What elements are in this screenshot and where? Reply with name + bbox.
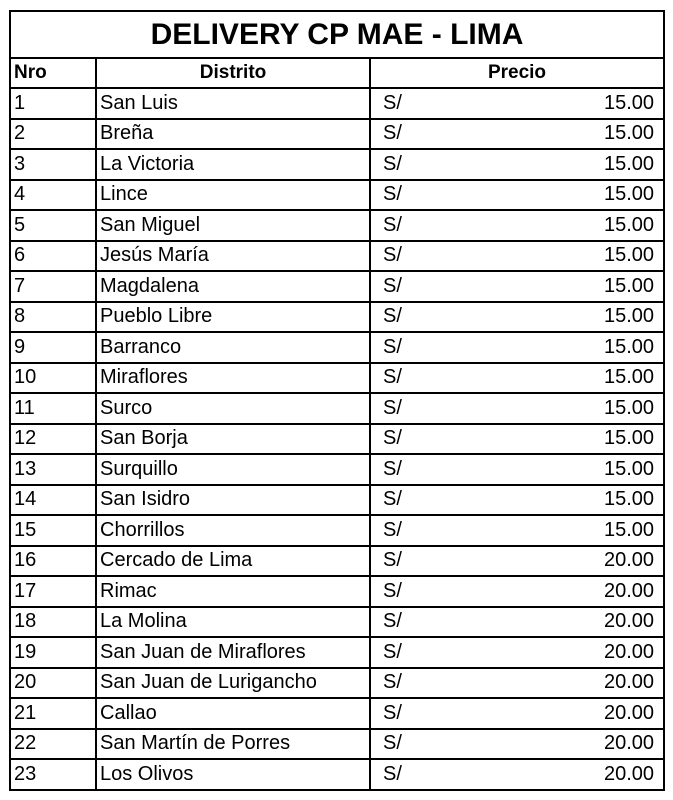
delivery-price-sheet: [9, 10, 665, 791]
currency-symbol: S/: [383, 122, 402, 145]
currency-symbol: S/: [383, 152, 402, 175]
currency-symbol: S/: [383, 579, 402, 602]
price-amount: 20.00: [603, 732, 655, 755]
table-row: [10, 271, 664, 302]
price-amount: 15.00: [603, 396, 655, 419]
row-number: 2: [10, 119, 96, 150]
currency-symbol: S/: [383, 457, 402, 480]
table-row: [10, 454, 664, 485]
currency-symbol: S/: [383, 610, 402, 633]
table-row: [10, 302, 664, 333]
price-cell: [370, 576, 664, 607]
district-name: La Victoria: [96, 149, 370, 180]
price-cell: [370, 180, 664, 211]
price-amount: 20.00: [603, 549, 655, 572]
table-row: [10, 576, 664, 607]
price-amount: 15.00: [603, 427, 655, 450]
currency-symbol: S/: [383, 183, 402, 206]
currency-symbol: S/: [383, 701, 402, 724]
currency-symbol: S/: [383, 518, 402, 541]
row-number: 8: [10, 302, 96, 333]
district-name: San Juan de Miraflores: [96, 637, 370, 668]
district-name: Callao: [96, 698, 370, 729]
header-distrito: Distrito: [96, 58, 370, 88]
currency-symbol: S/: [383, 91, 402, 114]
price-amount: 15.00: [603, 366, 655, 389]
price-amount: 15.00: [603, 183, 655, 206]
price-amount: 20.00: [603, 762, 655, 785]
table-row: [10, 149, 664, 180]
header-nro: Nro: [10, 58, 96, 88]
price-amount: 20.00: [603, 701, 655, 724]
table-row: [10, 485, 664, 516]
price-amount: 15.00: [603, 152, 655, 175]
row-number: 3: [10, 149, 96, 180]
price-cell: [370, 424, 664, 455]
row-number: 20: [10, 668, 96, 699]
row-number: 23: [10, 759, 96, 790]
price-amount: 20.00: [603, 610, 655, 633]
table-row: [10, 424, 664, 455]
district-name: Miraflores: [96, 363, 370, 394]
district-name: San Luis: [96, 88, 370, 119]
price-cell: [370, 485, 664, 516]
price-amount: 20.00: [603, 579, 655, 602]
district-name: Surquillo: [96, 454, 370, 485]
row-number: 14: [10, 485, 96, 516]
district-name: Chorrillos: [96, 515, 370, 546]
currency-symbol: S/: [383, 732, 402, 755]
row-number: 9: [10, 332, 96, 363]
row-number: 4: [10, 180, 96, 211]
district-name: San Borja: [96, 424, 370, 455]
row-number: 10: [10, 363, 96, 394]
row-number: 11: [10, 393, 96, 424]
table-row: [10, 210, 664, 241]
table-row: [10, 668, 664, 699]
district-name: Rimac: [96, 576, 370, 607]
price-cell: [370, 241, 664, 272]
row-number: 22: [10, 729, 96, 760]
price-amount: 15.00: [603, 488, 655, 511]
currency-symbol: S/: [383, 244, 402, 267]
price-cell: [370, 302, 664, 333]
price-cell: [370, 88, 664, 119]
district-name: San Martín de Porres: [96, 729, 370, 760]
price-cell: [370, 393, 664, 424]
currency-symbol: S/: [383, 488, 402, 511]
row-number: 13: [10, 454, 96, 485]
district-name: Los Olivos: [96, 759, 370, 790]
delivery-price-table: [9, 10, 665, 791]
price-cell: [370, 637, 664, 668]
price-amount: 20.00: [603, 640, 655, 663]
header-row: [10, 58, 664, 88]
currency-symbol: S/: [383, 366, 402, 389]
price-amount: 15.00: [603, 305, 655, 328]
price-cell: [370, 363, 664, 394]
currency-symbol: S/: [383, 762, 402, 785]
price-amount: 15.00: [603, 457, 655, 480]
table-row: [10, 180, 664, 211]
currency-symbol: S/: [383, 335, 402, 358]
price-cell: [370, 698, 664, 729]
table-title: DELIVERY CP MAE - LIMA: [10, 11, 664, 58]
table-row: [10, 393, 664, 424]
price-amount: 15.00: [603, 122, 655, 145]
district-name: San Isidro: [96, 485, 370, 516]
district-name: Magdalena: [96, 271, 370, 302]
price-amount: 15.00: [603, 244, 655, 267]
row-number: 1: [10, 88, 96, 119]
district-name: Breña: [96, 119, 370, 150]
district-name: La Molina: [96, 607, 370, 638]
district-name: Surco: [96, 393, 370, 424]
table-row: [10, 119, 664, 150]
table-row: [10, 363, 664, 394]
price-cell: [370, 729, 664, 760]
table-row: [10, 515, 664, 546]
row-number: 7: [10, 271, 96, 302]
row-number: 16: [10, 546, 96, 577]
price-amount: 15.00: [603, 213, 655, 236]
district-name: Cercado de Lima: [96, 546, 370, 577]
price-cell: [370, 759, 664, 790]
table-row: [10, 729, 664, 760]
header-precio: Precio: [370, 58, 664, 88]
currency-symbol: S/: [383, 427, 402, 450]
price-cell: [370, 210, 664, 241]
table-row: [10, 332, 664, 363]
currency-symbol: S/: [383, 213, 402, 236]
table-row: [10, 88, 664, 119]
price-amount: 15.00: [603, 518, 655, 541]
row-number: 19: [10, 637, 96, 668]
currency-symbol: S/: [383, 671, 402, 694]
price-cell: [370, 271, 664, 302]
row-number: 5: [10, 210, 96, 241]
currency-symbol: S/: [383, 549, 402, 572]
table-row: [10, 759, 664, 790]
price-cell: [370, 668, 664, 699]
row-number: 18: [10, 607, 96, 638]
price-cell: [370, 607, 664, 638]
title-row: [10, 11, 664, 58]
row-number: 12: [10, 424, 96, 455]
price-amount: 20.00: [603, 671, 655, 694]
district-name: San Juan de Lurigancho: [96, 668, 370, 699]
table-row: [10, 607, 664, 638]
currency-symbol: S/: [383, 274, 402, 297]
table-row: [10, 698, 664, 729]
currency-symbol: S/: [383, 640, 402, 663]
price-cell: [370, 546, 664, 577]
price-amount: 15.00: [603, 274, 655, 297]
currency-symbol: S/: [383, 305, 402, 328]
district-name: Pueblo Libre: [96, 302, 370, 333]
price-cell: [370, 515, 664, 546]
district-name: San Miguel: [96, 210, 370, 241]
price-amount: 15.00: [603, 335, 655, 358]
row-number: 17: [10, 576, 96, 607]
table-row: [10, 241, 664, 272]
table-row: [10, 546, 664, 577]
district-name: Lince: [96, 180, 370, 211]
price-cell: [370, 119, 664, 150]
price-amount: 15.00: [603, 91, 655, 114]
row-number: 21: [10, 698, 96, 729]
district-name: Jesús María: [96, 241, 370, 272]
currency-symbol: S/: [383, 396, 402, 419]
price-cell: [370, 332, 664, 363]
row-number: 15: [10, 515, 96, 546]
price-cell: [370, 454, 664, 485]
district-name: Barranco: [96, 332, 370, 363]
price-cell: [370, 149, 664, 180]
row-number: 6: [10, 241, 96, 272]
table-row: [10, 637, 664, 668]
